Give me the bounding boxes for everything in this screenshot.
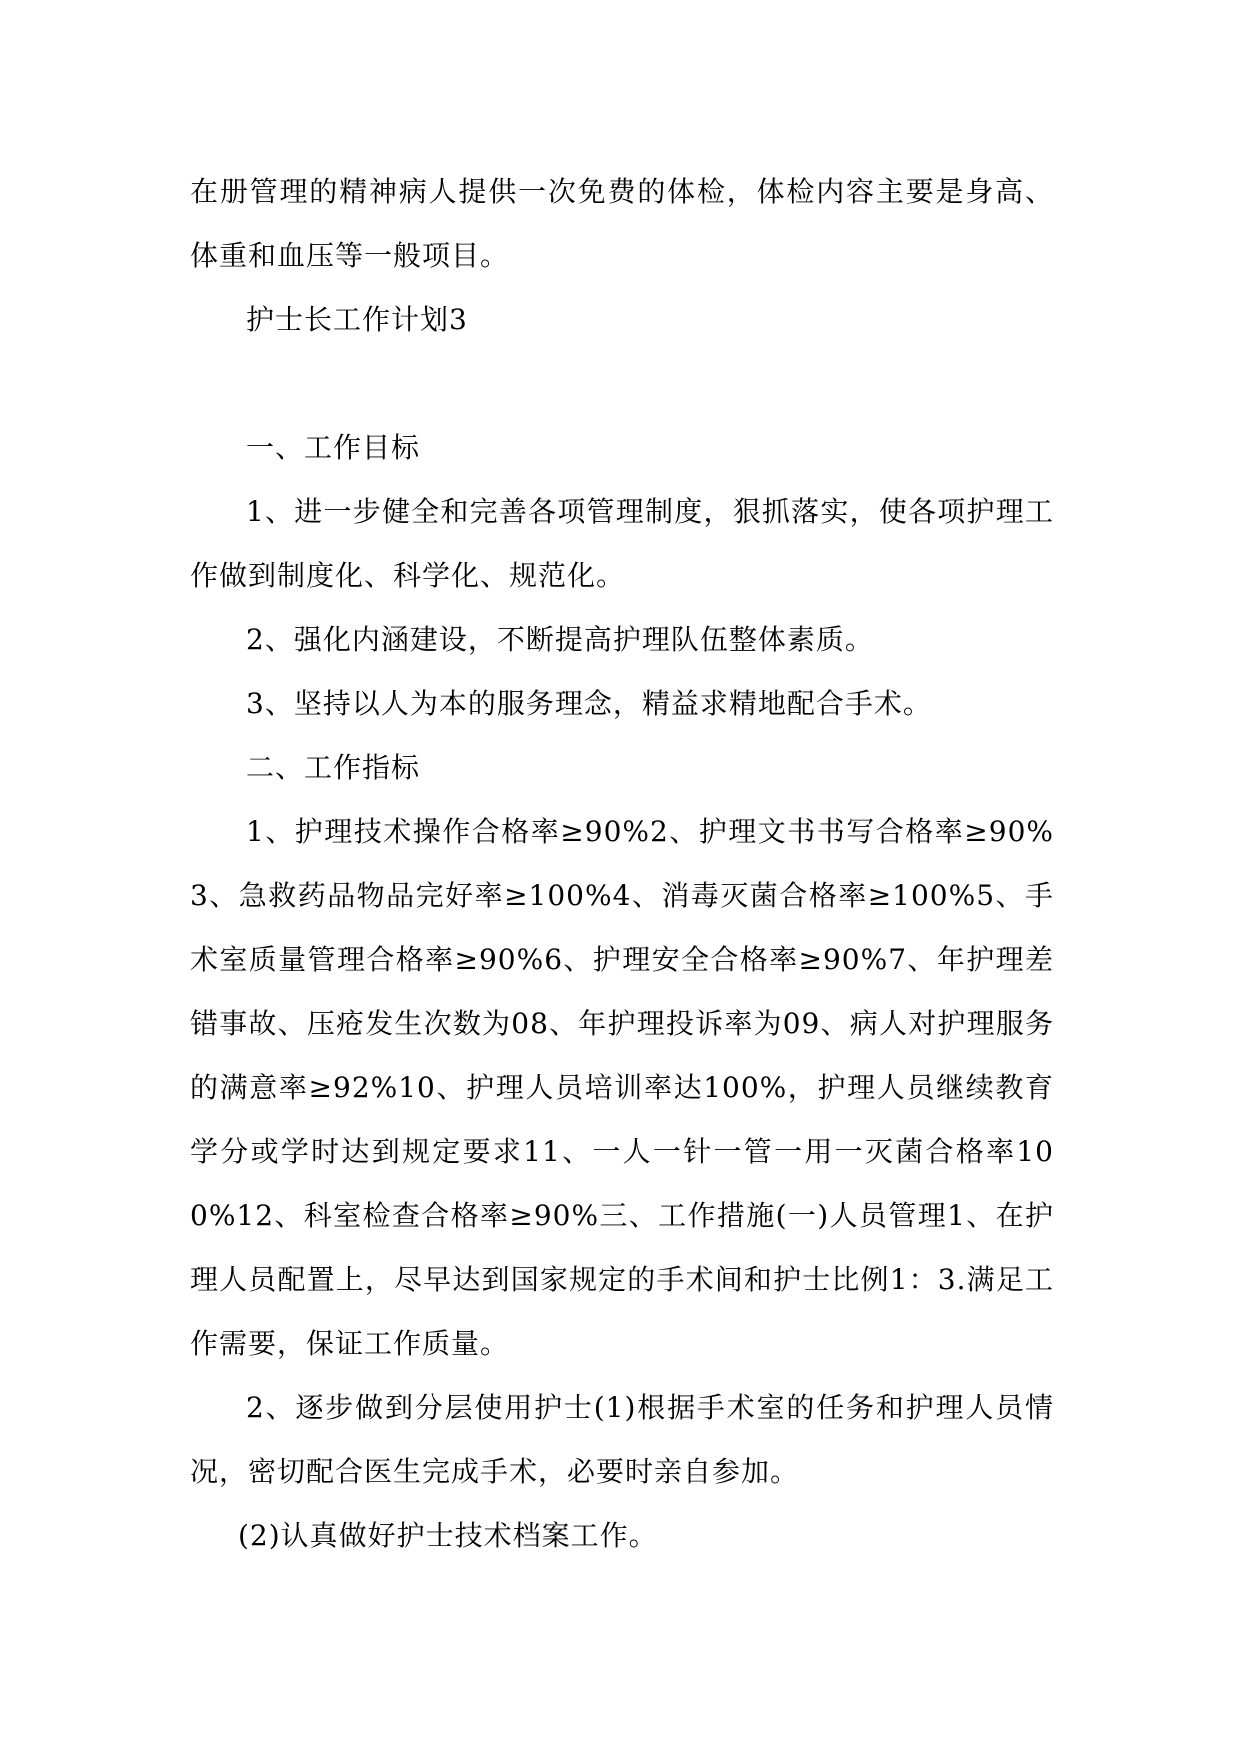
goal-item-1: 1、进一步健全和完善各项管理制度，狠抓落实，使各项护理工作做到制度化、科学化、规范化。 xyxy=(190,495,1054,592)
heading-work-indicators: 二、工作指标 xyxy=(246,751,421,784)
goal-item-2: 2、强化内涵建设，不断提高护理队伍整体素质。 xyxy=(246,623,874,656)
blank-line xyxy=(190,352,1054,416)
measure-subitem-2: (2)认真做好护士技术档案工作。 xyxy=(238,1519,658,1552)
document-body xyxy=(190,160,1054,1568)
goal-item-3: 3、坚持以人为本的服务理念，精益求精地配合手术。 xyxy=(246,687,932,720)
heading-work-goals: 一、工作目标 xyxy=(246,431,421,464)
indicators-paragraph: 1、护理技术操作合格率≥90%2、护理文书书写合格率≥90%3、急救药品物品完好率≥100%4、消毒灭菌合格率≥100%5、手术室质量管理合格率≥90%6、护理安全合格率≥90%7、年护理差错事故、压疮发生次数为08、年护理投诉率为09、病人对护理服务的满意率≥92%10、护理人员培训率达100%，护理人员继续教育学分或学时达到规定要求11、一人一针一管一用一灭菌合格率100%12、科室检查合格率≥90%三、工作措施(一)人员管理1、在护理人员配置上，尽早达到国家规定的手术间和护士比例1：3.满足工作需要，保证工作质量。 xyxy=(190,815,1054,1360)
section-title-plan-3: 护士长工作计划3 xyxy=(246,303,468,336)
paragraph-checkup: 在册管理的精神病人提供一次免费的体检，体检内容主要是身高、体重和血压等一般项目。 xyxy=(190,175,1054,272)
measure-item-2: 2、逐步做到分层使用护士(1)根据手术室的任务和护理人员情况，密切配合医生完成手术，必要时亲自参加。 xyxy=(190,1391,1054,1488)
